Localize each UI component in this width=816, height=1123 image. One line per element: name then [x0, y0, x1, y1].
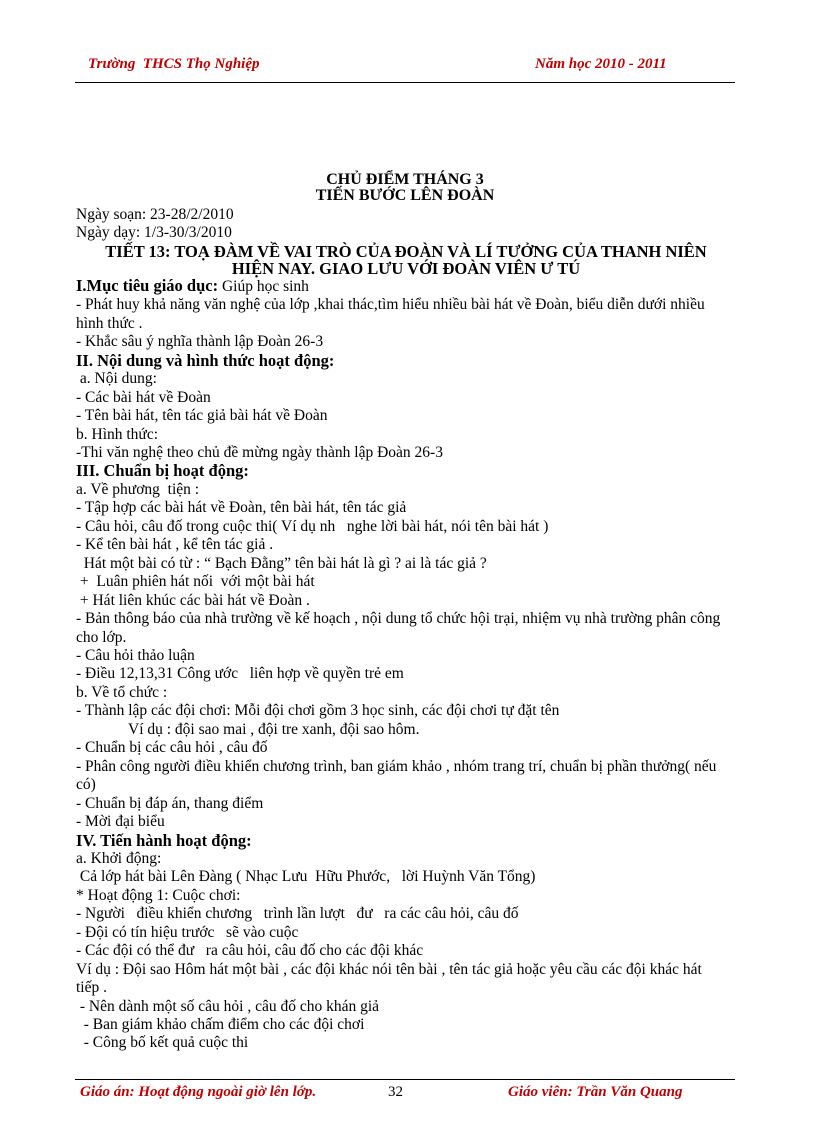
page-number: 32: [388, 1084, 403, 1100]
body-line: III. Chuẩn bị hoạt động:: [76, 461, 249, 481]
body-line: Hát một bài có từ : “ Bạch Đằng” tên bài hát là gì ? ai là tác giả ?: [76, 554, 487, 572]
body-line: + Luân phiên hát nối với một bài hát: [76, 573, 315, 591]
body-line: TIẾT 13: TOẠ ĐÀM VỀ VAI TRÒ CỦA ĐOÀN VÀ LÍ TƯỞNG CỦA THANH NIÊN HIỆN NAY. GIAO LƯU VỚI ĐOÀN VIÊN Ư TÚ: [105, 241, 707, 278]
body-line: Ngày dạy: 1/3-30/3/2010: [76, 224, 232, 242]
body-line: - Nên dành một số câu hỏi , câu đố cho khán giả: [76, 997, 380, 1015]
body-line: IV. Tiến hành hoạt động:: [76, 830, 252, 850]
header-school-year: Năm học 2010 - 2011: [535, 56, 667, 72]
title-line-2: TIẾN BƯỚC LÊN ĐOÀN: [315, 187, 495, 204]
body-line: - Khắc sâu ý nghĩa thành lập Đoàn 26-3: [76, 333, 324, 351]
body-line: b. Hình thức:: [76, 425, 159, 443]
body-line: - Đội có tín hiệu trước sẽ vào cuộc: [76, 923, 299, 941]
title-line-1: CHỦ ĐIỂM THÁNG 3: [326, 171, 484, 188]
body-line: - Các bài hát về Đoàn: [76, 388, 211, 406]
header-school: Trường THCS Thọ Nghiệp: [88, 56, 260, 72]
document-body: [76, 206, 726, 1053]
body-line: a. Nội dung:: [76, 370, 157, 388]
body-line: - Bản thông báo của nhà trường về kế hoạch , nội dung tổ chức hội trại, nhiệm vụ nhà trường phân công cho lớp.: [76, 610, 721, 646]
body-line: - Các đội có thể đư ra câu hỏi, câu đố cho các đội khác: [76, 942, 424, 960]
body-line: Ví dụ : đội sao mai , đội tre xanh, đội sao hôm.: [128, 720, 420, 738]
body-line: a. Khởi động:: [76, 849, 162, 867]
body-line: Cả lớp hát bài Lên Đàng ( Nhạc Lưu Hữu Phước, lời Huỳnh Văn Tổng): [76, 868, 536, 886]
section-heading: I.Mục tiêu giáo dục:: [76, 275, 219, 295]
body-line: - Tên bài hát, tên tác giả bài hát về Đoàn: [76, 407, 328, 425]
body-line: - Chuẩn bị đáp án, thang điểm: [76, 794, 264, 812]
body-line: b. Về tổ chức :: [76, 683, 168, 701]
body-line: - Tập hợp các bài hát về Đoàn, tên bài hát, tên tác giả: [76, 499, 407, 517]
footer-rule: [75, 1079, 735, 1080]
section-heading-rest: Giúp học sinh: [218, 277, 309, 295]
body-line: [76, 277, 726, 296]
body-line: - Công bố kết quả cuộc thi: [76, 1034, 249, 1052]
body-line: * Hoạt động 1: Cuộc chơi:: [76, 886, 241, 904]
body-line: - Thành lập các đội chơi: Mỗi đội chơi gồm 3 học sinh, các đội chơi tự đặt tên: [76, 702, 560, 720]
body-line: -Thi văn nghệ theo chủ đề mừng ngày thành lập Đoàn 26-3: [76, 443, 443, 461]
body-line: + Hát liên khúc các bài hát về Đoàn .: [76, 591, 310, 609]
body-line: - Phát huy khả năng văn nghệ của lớp ,khai thác,tìm hiểu nhiều bài hát về Đoàn, biểu diễn dưới nhiều hình thức .: [76, 296, 705, 332]
footer-teacher: Giáo viên: Trần Văn Quang: [508, 1084, 683, 1100]
body-line: - Chuẩn bị các câu hỏi , câu đố: [76, 739, 268, 757]
body-line: - Điều 12,13,31 Công ước liên hợp về quyền trẻ em: [76, 665, 404, 683]
body-line: - Kể tên bài hát , kể tên tác giả .: [76, 536, 274, 554]
body-line: - Người điều khiển chương trình lần lượt đư ra các câu hỏi, câu đố: [76, 905, 519, 923]
body-line: Ví dụ : Đội sao Hôm hát một bài , các đội khác nói tên bài , tên tác giả hoặc yêu cầu các đội khác hát tiếp .: [76, 960, 702, 997]
body-line: - Ban giám khảo chấm điểm cho các đội chơi: [76, 1016, 365, 1034]
document-title-block: [75, 172, 735, 204]
body-line: - Mời đại biểu: [76, 813, 165, 831]
header-rule: [75, 82, 735, 83]
body-line: - Câu hỏi thảo luận: [76, 646, 195, 664]
body-line: a. Về phương tiện :: [76, 480, 200, 498]
body-line: II. Nội dung và hình thức hoạt động:: [76, 350, 335, 370]
body-line: - Phân công người điều khiển chương trình, ban giám khảo , nhóm trang trí, chuẩn bị phần thưởng( nếu có): [76, 757, 717, 794]
body-line: Ngày soạn: 23-28/2/2010: [76, 206, 234, 223]
footer-lesson-plan: Giáo án: Hoạt động ngoài giờ lên lớp.: [80, 1084, 317, 1100]
body-line: - Câu hỏi, câu đố trong cuộc thi( Ví dụ nh nghe lời bài hát, nói tên bài hát ): [76, 517, 549, 535]
